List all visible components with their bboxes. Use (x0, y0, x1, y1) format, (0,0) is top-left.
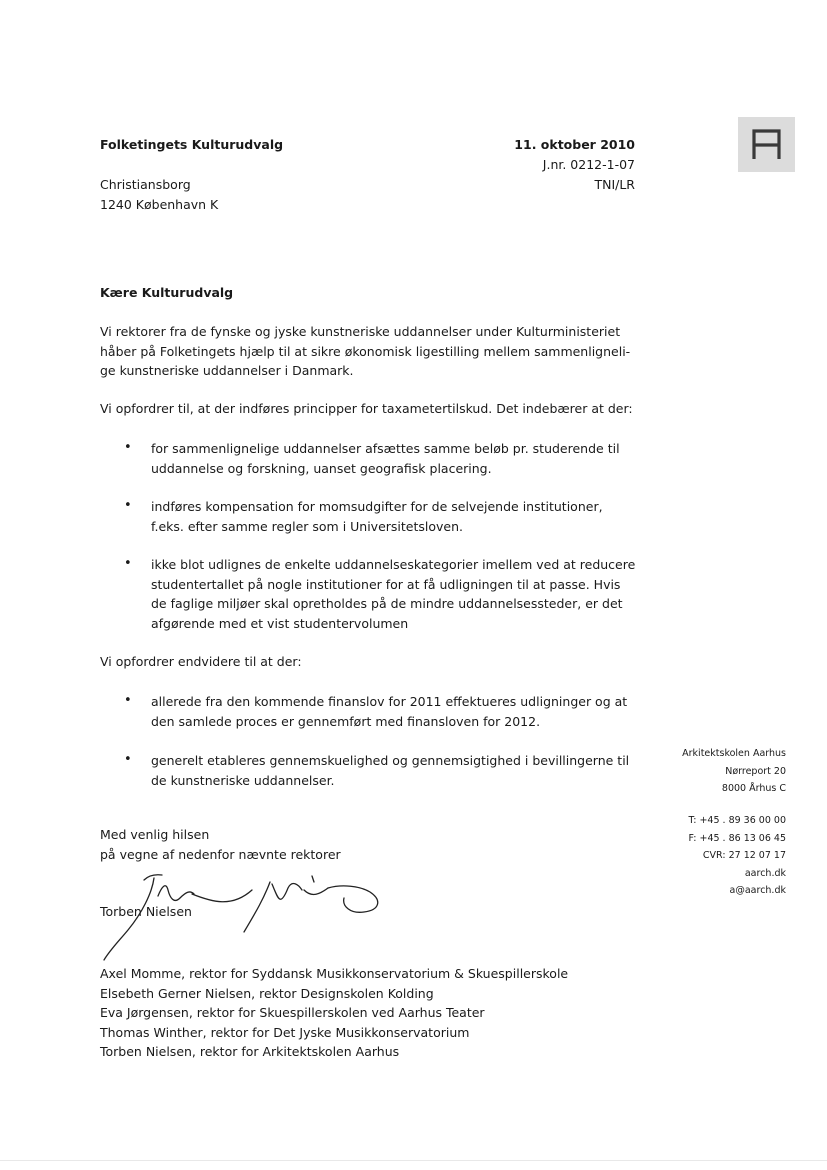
list-item-line: allerede fra den kommende finanslov for 2011 effektueres udligninger og at (151, 694, 628, 709)
list-item-line: de kunstneriske uddannelser. (151, 772, 335, 788)
sender-street: Nørreport 20 (725, 765, 786, 777)
recipient-address-line2: 1240 København K (100, 197, 219, 212)
list-item-line: uddannelse og forskning, uanset geografisk placering. (151, 460, 492, 476)
sender-city: 8000 Århus C (721, 783, 786, 794)
list-item-line: den samlede proces er gennemført med finansloven for 2012. (151, 713, 541, 729)
list-item-line: for sammenlignelige uddannelser afsættes samme beløb pr. studerende til (151, 441, 620, 456)
sender-fax: F: +45 . 86 13 06 45 (688, 832, 786, 844)
initials: TNI/LR (594, 177, 635, 192)
recipient-address-line1: Christiansborg (100, 177, 191, 192)
sender-name: Arkitektskolen Aarhus (682, 748, 786, 759)
letter-date: 11. oktober 2010 (514, 137, 635, 152)
list-item (151, 555, 661, 633)
intro-paragraph (100, 322, 630, 381)
rector-list (100, 964, 568, 1062)
intro-line: håber på Folketingets hjælp til at sikre økonomisk ligestilling mellem sammenligneli- (100, 343, 631, 359)
sender-contact (660, 812, 786, 900)
signatory-name: Torben Nielsen (100, 904, 192, 919)
rector-line: Elsebeth Gerner Nielsen, rektor Designskolen Kolding (100, 985, 434, 1001)
sender-phone: T: +45 . 89 36 00 00 (688, 815, 786, 826)
bullet-icon: • (124, 556, 132, 571)
list-item (151, 751, 661, 790)
bullet-icon: • (124, 693, 132, 708)
closing-line-1: Med venlig hilsen (100, 827, 210, 842)
list-item-line: studentertallet på nogle institutioner for at få udligningen til at passe. Hvis (151, 576, 621, 592)
list-item (151, 692, 661, 731)
page-edge-divider (0, 1160, 827, 1161)
list-item-line: de faglige miljøer skal opretholdes på de mindre uddannelsessteder, er det (151, 596, 623, 611)
intro-line: ge kunstneriske uddannelser i Danmark. (100, 363, 354, 378)
list-item-line: afgørende med et vist studentervolumen (151, 615, 409, 631)
call-paragraph-1: Vi opfordrer til, at der indføres principper for taxametertilskud. Det indebærer at der: (100, 401, 633, 416)
sender-address (660, 745, 786, 798)
intro-line: Vi rektorer fra de fynske og jyske kunstneriske uddannelser under Kulturministeriet (100, 324, 621, 339)
list-item-line: f.eks. efter samme regler som i Universitetsloven. (151, 518, 464, 534)
sender-cvr: CVR: 27 12 07 17 (702, 850, 786, 861)
bullet-icon: • (124, 752, 132, 767)
sender-email-link[interactable]: a@aarch.dk (729, 885, 786, 896)
recipient-name: Folketingets Kulturudvalg (100, 137, 284, 152)
bullet-icon: • (124, 440, 132, 455)
call-paragraph-2: Vi opfordrer endvidere til at der: (100, 654, 302, 669)
rector-line: Eva Jørgensen, rektor for Skuespillerskolen ved Aarhus Teater (100, 1005, 485, 1020)
list-item-line: generelt etableres gennemskuelighed og gennemsigtighed i bevillingerne til (151, 753, 630, 768)
list-item (151, 439, 661, 478)
bullet-icon: • (124, 498, 132, 513)
arkitektskolen-a-logo-icon (738, 117, 795, 172)
list-item (151, 497, 661, 536)
salutation: Kære Kulturudvalg (100, 285, 234, 300)
journal-number: J.nr. 0212-1-07 (542, 157, 635, 172)
list-item-line: indføres kompensation for momsudgifter for de selvejende institutioner, (151, 499, 603, 514)
closing-line-2: på vegne af nedenfor nævnte rektorer (100, 847, 341, 862)
rector-line: Torben Nielsen, rektor for Arkitektskolen Aarhus (100, 1044, 400, 1059)
sender-website-link[interactable]: aarch.dk (744, 867, 786, 879)
rector-line: Axel Momme, rektor for Syddansk Musikkonservatorium & Skuespillerskole (100, 966, 569, 981)
list-item-line: ikke blot udlignes de enkelte uddannelseskategorier imellem ved at reducere (151, 557, 636, 572)
rector-line: Thomas Winther, rektor for Det Jyske Musikkonservatorium (100, 1024, 470, 1040)
